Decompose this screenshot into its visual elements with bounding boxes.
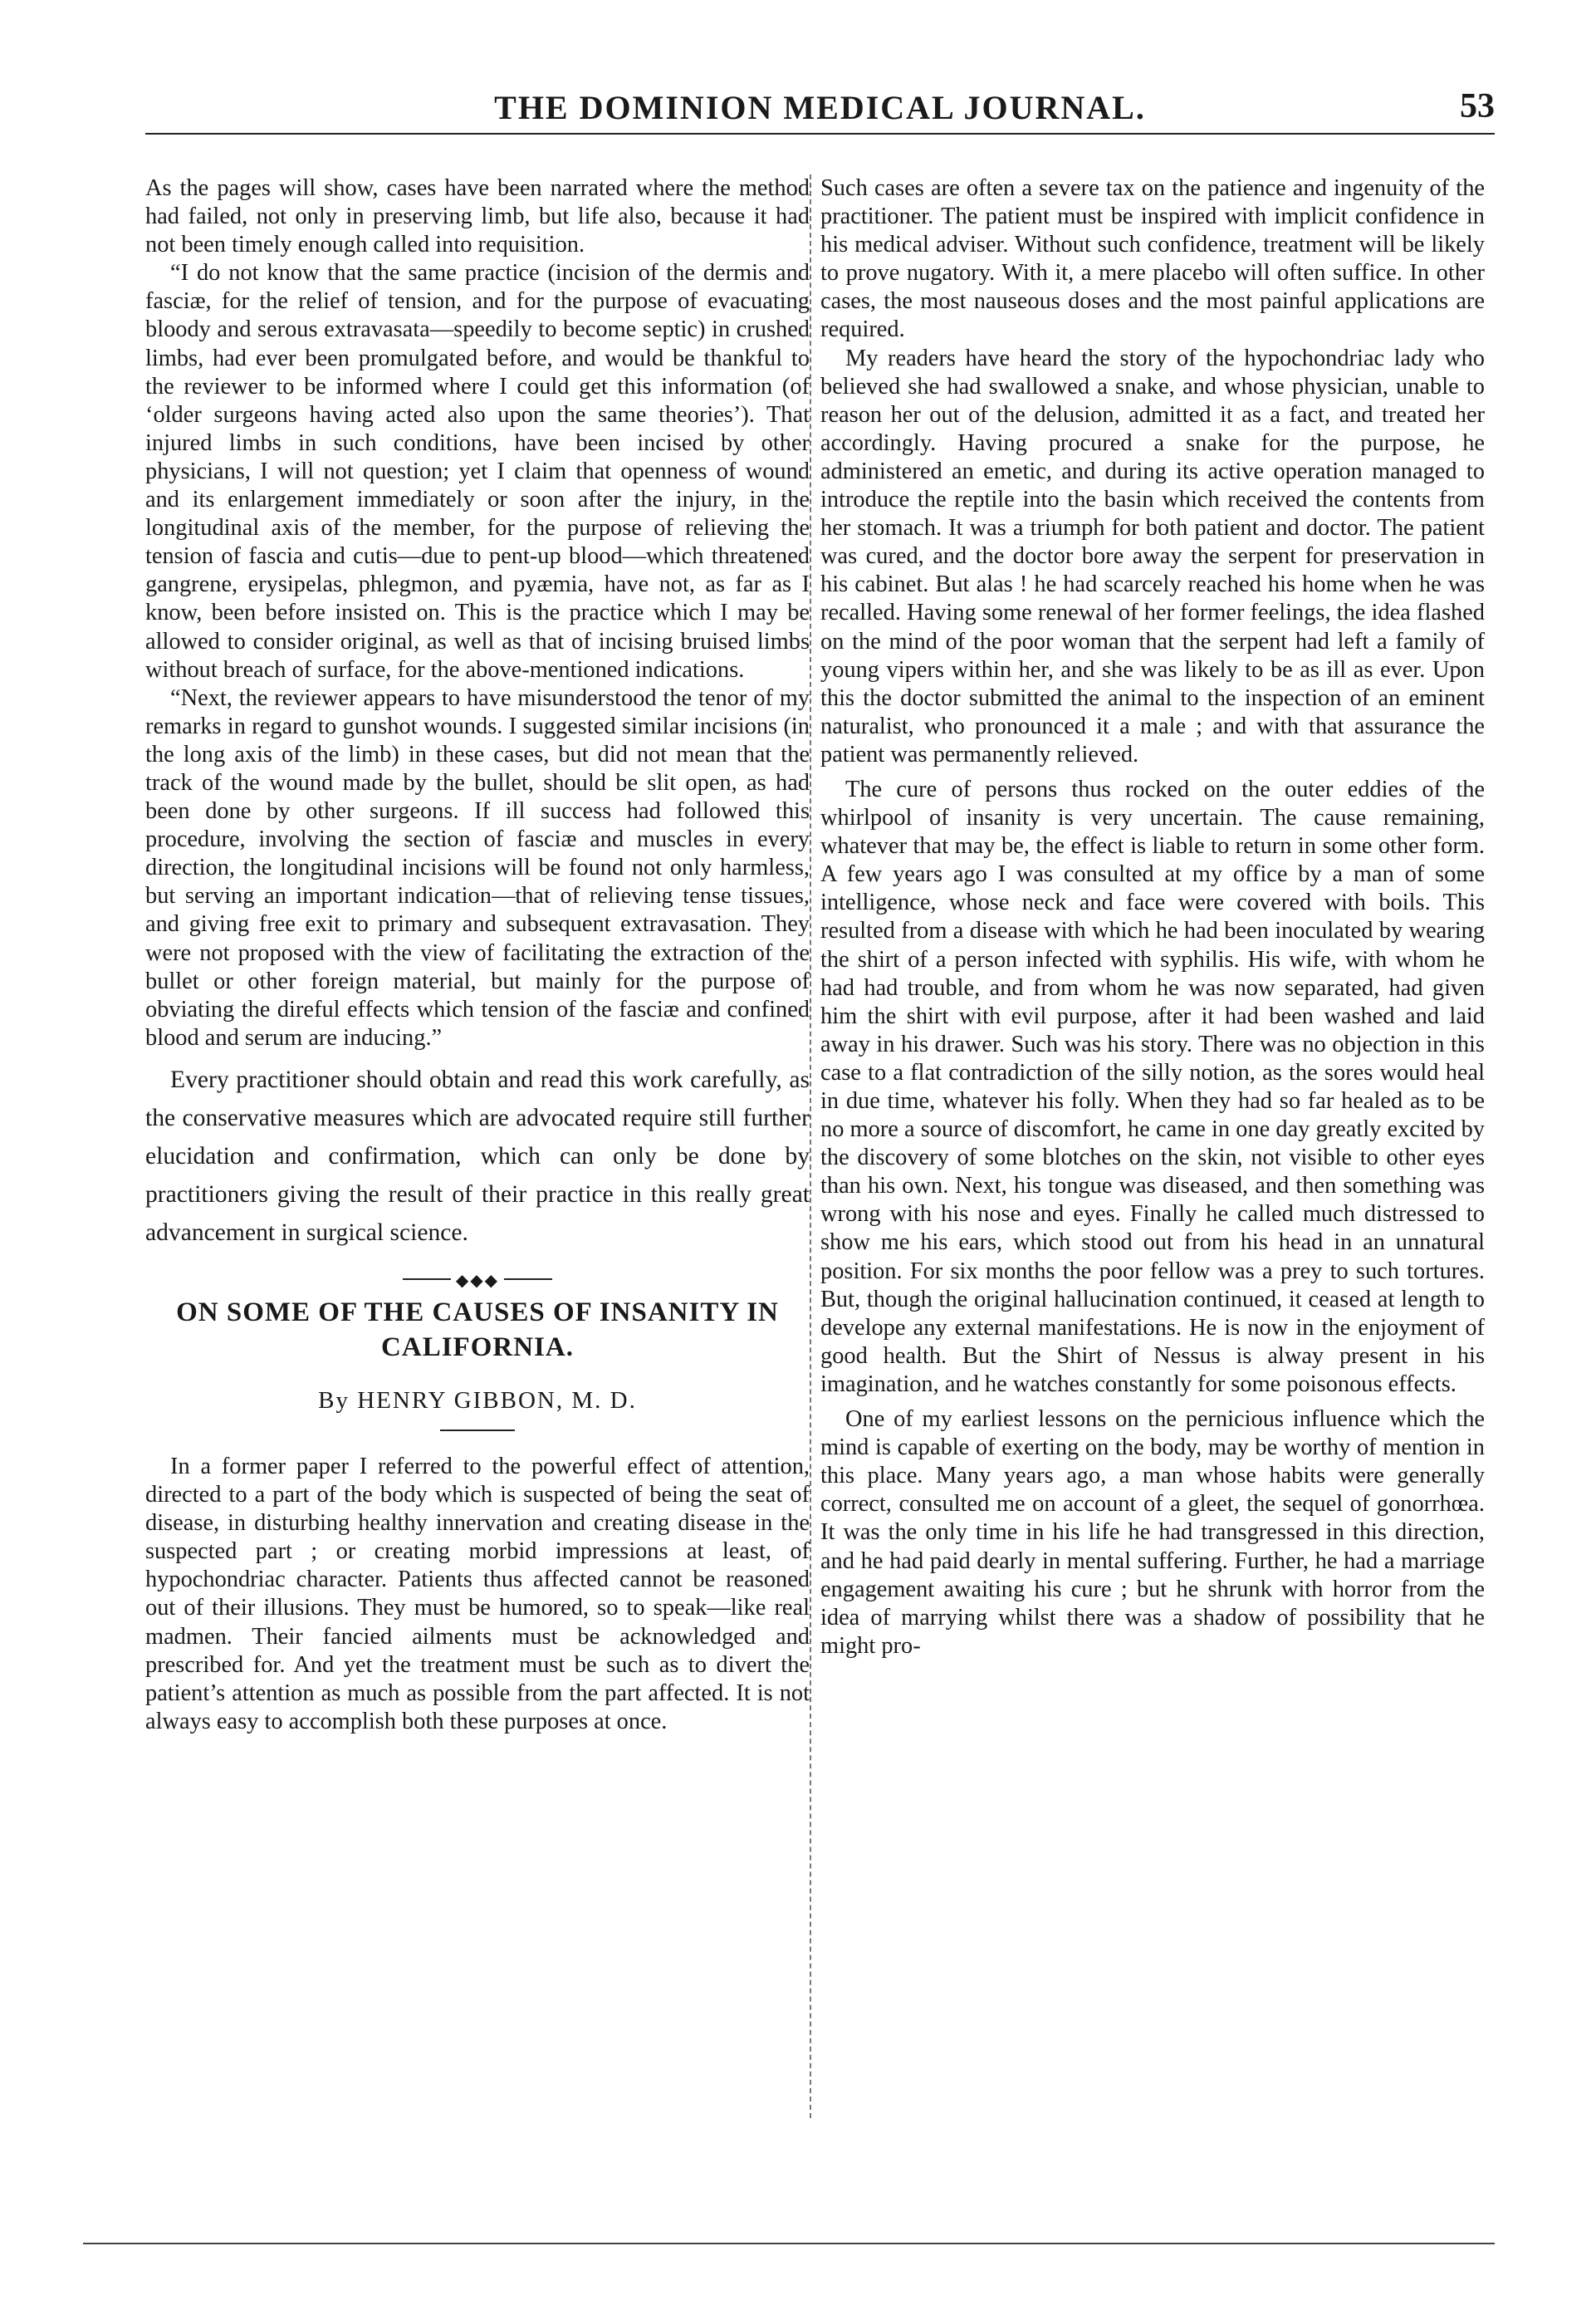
paragraph: In a former paper I referred to the powerful effect of attention, directed to a part of the body which is suspected of being the seat of disease, in disturbing healthy innervation and creating disease in the suspected part ; or creating morbid impressions at least, of hypochondriac character. Patients thus affected cannot be reasoned out of their illusions. They must be humored, so to speak—like real madmen. Their fancied ailments must be acknowledged and prescribed for. And yet the treatment must be such as to divert the patient’s attention as much as possible from the part affected. It is not always easy to accomplish both these purposes at once.	[145, 1454, 810, 1734]
paragraph: Such cases are often a severe tax on the patience and ingenuity of the practitioner. The patient must be inspired with implicit confidence in his medical adviser. Without such confidence, treatment will be likely to prove nugatory. With it, a mere placebo will often suffice. In other cases, the most nauseous doses and the most painful applications are required.	[820, 175, 1485, 343]
section-ornament: ◆◆◆	[403, 1273, 552, 1285]
byline: By HENRY GIBBON, M. D.	[318, 1386, 637, 1414]
paragraph: My readers have heard the story of the hypochondriac lady who believed she had swallowed a snake, and whose physician, unable to reason her out of the delusion, admitted it as a fact, and treated her accordingly. Having procured a snake for the purpose, he administered an emetic, and during its active operation managed to introduce the reptile into the basin which received the contents from her stomach. It was a triumph for both patient and doctor. The patient was cured, and the doctor bore away the serpent for preservation in his cabinet. But alas ! he had scarcely reached his home when he was recalled. Having some renewal of her former feelings, the idea flashed on the mind of the poor woman that the serpent had left a family of young vipers within her, and she was likely to be as ill as ever. Upon this the doctor submitted the animal to the inspection of an eminent naturalist, who pronounced it a male ; and with that assurance the patient was permanently relieved.	[820, 345, 1485, 767]
byline-rule	[440, 1430, 515, 1431]
page-number: 53	[1460, 87, 1495, 125]
running-head	[145, 83, 1495, 135]
column-divider	[810, 174, 811, 2118]
left-column	[145, 174, 810, 2126]
paragraph: Every practitioner should obtain and read this work carefully, as the conservative measures which are advocated require still further elucidation and confirmation, which can only be done by practitioners giving the result of their practice in this really great advancement in surgical science.	[145, 1066, 810, 1246]
paragraph: “I do not know that the same practice (incision of the dermis and fasciæ, for the relief of tension, and for the purpose of evacuating bloody and serous extravasata—speedily to become septic) in crushed limbs, had ever been promulgated before, and would be thankful to the reviewer to be informed where I could get this information (of ‘older surgeons having acted also upon the same theories’). That injured limbs in such conditions, have been incised by other physicians, I will not question; yet I claim that openness of wound and its enlargement immediately or soon after the injury, in the longitudinal axis of the member, for the purpose of relieving the tension of fascia and cutis—due to pent-up blood—which threatened gangrene, erysipelas, phlegmon, and pyæmia, have not, as far as I know, been before insisted on. This is the practice which I may be allowed to consider original, as well as that of incising bruised limbs without breach of surface, for the above-mentioned indications.	[145, 260, 810, 683]
paragraph: One of my earliest lessons on the pernicious influence which the mind is capable of exerting on the body, may be worthy of mention in this place. Many years ago, a man whose habits were generally correct, consulted me on account of a gleet, the sequel of gonorrhœa. It was the only time in his life he had transgressed in this direction, and he had paid dearly in mental suffering. Further, he had a marriage engagement awaiting his cure ; but he shrunk with horror from the idea of marrying whilst there was a shadow of possibility that he might pro-	[820, 1406, 1485, 1659]
paragraph: As the pages will show, cases have been narrated where the method had failed, not only in preserving limb, but life also, because it had not been timely enough called into requisition.	[145, 175, 810, 258]
right-column	[820, 174, 1485, 2126]
paragraph: “Next, the reviewer appears to have misunderstood the tenor of my remarks in regard to gunshot wounds. I suggested similar incisions (in the long axis of the limb) in these cases, but did not mean that the track of the wound made by the bullet, should be slit open, as had been done by other surgeons. If ill success had followed this procedure, involving the section of fasciæ and muscles in every direction, the longitudinal incisions will be found not only harmless, but serving an important indication—that of relieving tense tissues, and giving free exit to primary and subsequent extravasation. They were not proposed with the view of facilitating the extraction of the bullet or other foreign material, but mainly for the purpose of obviating the direful effects which tension of the fasciæ and confined blood and serum are inducing.”	[145, 684, 810, 1051]
bottom-rule	[83, 2243, 1495, 2244]
paragraph: The cure of persons thus rocked on the outer eddies of the whirlpool of insanity is very uncertain. The cause remaining, whatever that may be, the effect is liable to return in some other form. A few years ago I was consulted at my office by a man of some intelligence, whose neck and face were covered with boils. This resulted from a disease with which he had been inoculated by wearing the shirt of a person infected with syphilis. His wife, with whom he had had trouble, and from whom he was now separated, had given him the shirt with evil purpose, after it had been washed and laid away in his drawer. Such was his story. There was no objection in this case to a flat contradiction of the silly notion, as the sores would heal in due time, whatever his folly. When they had so far healed as to be no more a source of discomfort, he came in one day greatly excited by the discovery of some blotches on the skin, not visible to other eyes than his own. Next, his tongue was diseased, and then something was wrong with his nose and eyes. Finally he called much distressed to show me his ears, which stood out from his head in an unnatural position. For six months the poor fellow was a prey to such tortures. But, though the original hallucination continued, it ceased at length to develope any external manifestations. He is now in the enjoyment of good health. But the Shirt of Nessus is alway present in his imagination, and he watches constantly for some poisonous effects.	[820, 776, 1485, 1397]
running-title: THE DOMINION MEDICAL JOURNAL.	[494, 89, 1146, 126]
article-title: ON SOME OF THE CAUSES OF INSANITY IN CALIFORNIA.	[176, 1297, 779, 1362]
